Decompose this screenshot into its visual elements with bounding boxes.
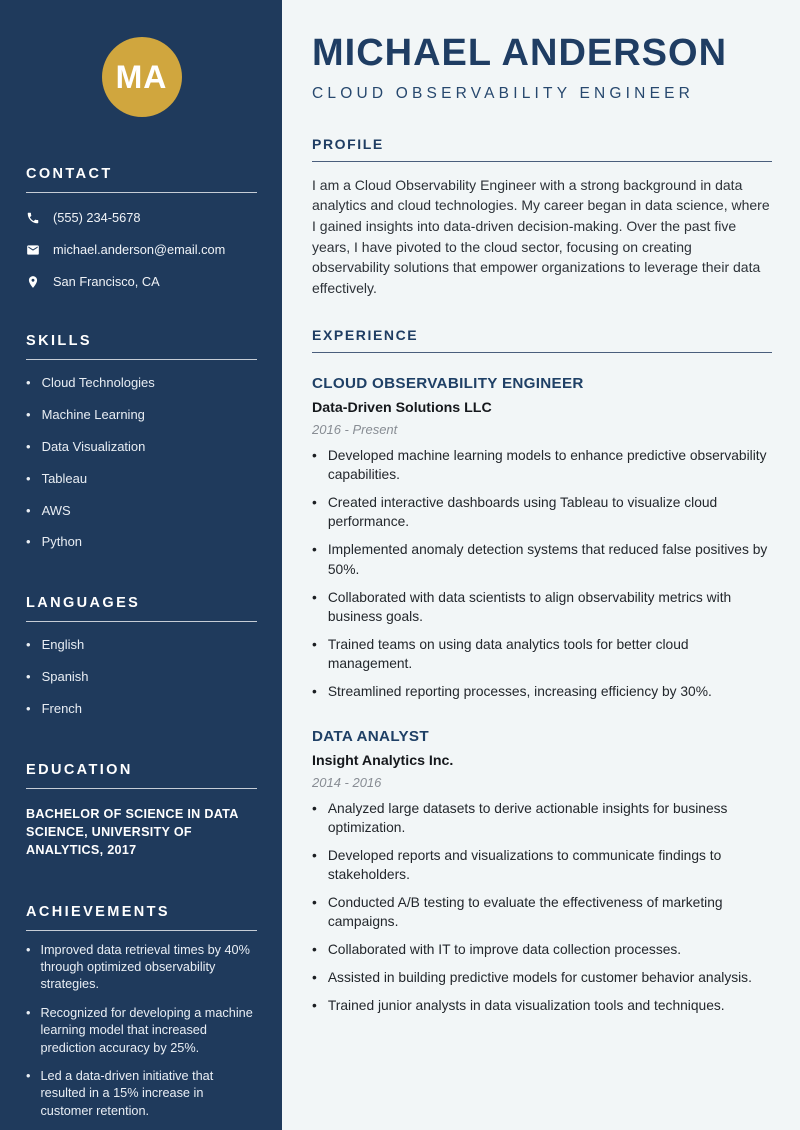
- job-bullet: [312, 635, 772, 673]
- bullet-icon: •: [26, 502, 31, 518]
- bullet-icon: •: [26, 406, 31, 422]
- language-label: English: [41, 637, 85, 653]
- skill-item: [26, 375, 257, 392]
- bullet-icon: •: [312, 495, 317, 511]
- phone-icon: [26, 211, 40, 225]
- candidate-title: CLOUD OBSERVABILITY ENGINEER: [312, 84, 695, 102]
- achievements-list: [26, 942, 257, 1121]
- job-dates: 2014 - 2016: [312, 774, 382, 790]
- languages-section: [26, 595, 257, 718]
- degree-text: BACHELOR OF SCIENCE IN DATA SCIENCE, UNIVERSITY OF ANALYTICS, 2017: [26, 807, 239, 857]
- avatar-initials: MA: [115, 58, 168, 95]
- bullet-icon: •: [26, 375, 31, 390]
- job-bullet-text: Analyzed large datasets to derive actionable insights for business optimization.: [327, 800, 728, 835]
- location-icon: [26, 275, 40, 289]
- skill-label: Machine Learning: [41, 406, 145, 422]
- job-title: DATA ANALYST: [312, 727, 429, 745]
- achievement-item: [26, 1068, 257, 1120]
- experience-heading: EXPERIENCE: [312, 327, 772, 353]
- skills-section: [26, 333, 257, 551]
- skill-item: [26, 534, 257, 551]
- bullet-icon: •: [312, 636, 317, 652]
- job-bullet-list: [312, 446, 772, 700]
- education-heading: EDUCATION: [26, 762, 257, 789]
- skills-list: [26, 375, 257, 551]
- achievement-item: [26, 942, 257, 994]
- achievement-text: Recognized for developing a machine learning model that increased prediction accuracy by 25%.: [40, 1005, 253, 1055]
- bullet-icon: •: [26, 942, 31, 957]
- job-bullet-text: Collaborated with data scientists to align observability metrics with business goals.: [327, 589, 732, 624]
- job-bullet: [312, 996, 772, 1015]
- skill-item: [26, 503, 257, 520]
- bullet-icon: •: [312, 997, 317, 1013]
- job-dates: 2016 - Present: [312, 422, 398, 438]
- achievements-section: [26, 904, 257, 1121]
- job-bullet-text: Developed machine learning models to enhance predictive observability capabilities.: [327, 448, 767, 483]
- phone-number: (555) 234-5678: [53, 210, 141, 225]
- language-item: [26, 669, 257, 686]
- language-label: Spanish: [41, 669, 89, 685]
- job-company: Data-Driven Solutions LLC: [312, 400, 492, 417]
- language-item: [26, 701, 257, 718]
- job-bullet: [312, 940, 772, 959]
- languages-list: [26, 637, 257, 718]
- bullet-icon: •: [26, 701, 31, 717]
- contact-email-row: [26, 242, 257, 257]
- email-icon: [26, 243, 40, 257]
- job-bullet: [312, 682, 772, 701]
- profile-text: I am a Cloud Observability Engineer with a strong background in data analytics and cloud technologies. My career began in data science, where I gained insights into data-driven decision-making. Over the past five years, I have pivoted to the cloud sector, focusing on creating observability solutions that empower organizations to leverage their data effectively.: [312, 176, 770, 296]
- job-title: CLOUD OBSERVABILITY ENGINEER: [312, 375, 584, 393]
- achievement-item: [26, 1005, 257, 1057]
- location-text: San Francisco, CA: [53, 274, 160, 289]
- job-bullet-text: Trained junior analysts in data visualization tools and techniques.: [327, 997, 725, 1013]
- job-bullet: [312, 540, 772, 578]
- job-bullet-text: Collaborated with IT to improve data collection processes.: [327, 941, 682, 957]
- job-bullet-text: Implemented anomaly detection systems that reduced false positives by 50%.: [327, 542, 768, 577]
- education-section: [26, 762, 257, 860]
- job-bullet-list: [312, 799, 772, 1015]
- bullet-icon: •: [312, 847, 317, 863]
- bullet-icon: •: [312, 683, 317, 699]
- candidate-name: MICHAEL ANDERSON: [312, 32, 728, 74]
- job-entry: [312, 375, 772, 700]
- skill-label: AWS: [41, 502, 71, 518]
- skill-label: Data Visualization: [41, 438, 146, 454]
- job-bullet: [312, 446, 772, 484]
- achievements-heading: ACHIEVEMENTS: [26, 904, 257, 931]
- avatar: [102, 37, 182, 117]
- contact-location-row: [26, 274, 257, 289]
- job-company: Insight Analytics Inc.: [312, 752, 454, 769]
- sidebar: [0, 0, 282, 1130]
- job-bullet-text: Streamlined reporting processes, increasing efficiency by 30%.: [327, 683, 712, 699]
- achievement-text: Led a data-driven initiative that resulted in a 15% increase in customer retention.: [40, 1068, 214, 1118]
- email-address: michael.anderson@email.com: [53, 242, 226, 257]
- skills-heading: SKILLS: [26, 333, 257, 360]
- job-bullet-text: Developed reports and visualizations to communicate findings to stakeholders.: [327, 847, 722, 882]
- bullet-icon: •: [26, 534, 31, 550]
- bullet-icon: •: [26, 470, 31, 486]
- bullet-icon: •: [26, 669, 31, 685]
- bullet-icon: •: [26, 438, 31, 454]
- bullet-icon: •: [26, 1005, 31, 1020]
- skill-label: Tableau: [41, 470, 88, 486]
- contact-phone-row: [26, 210, 257, 225]
- bullet-icon: •: [312, 448, 317, 464]
- language-item: [26, 637, 257, 654]
- main-content: [282, 0, 800, 1130]
- job-bullet: [312, 493, 772, 531]
- bullet-icon: •: [26, 1068, 31, 1083]
- job-bullet-text: Conducted A/B testing to evaluate the effectiveness of marketing campaigns.: [327, 894, 723, 929]
- bullet-icon: •: [312, 894, 317, 910]
- skill-item: [26, 471, 257, 488]
- achievement-text: Improved data retrieval times by 40% through optimized observability strategies.: [40, 942, 250, 992]
- job-bullet: [312, 799, 772, 837]
- job-bullet: [312, 893, 772, 931]
- profile-heading: PROFILE: [312, 136, 772, 162]
- job-bullet-text: Trained teams on using data analytics tools for better cloud management.: [327, 636, 689, 671]
- bullet-icon: •: [312, 589, 317, 605]
- bullet-icon: •: [312, 941, 317, 957]
- skill-item: [26, 439, 257, 456]
- contact-section: [26, 166, 257, 289]
- bullet-icon: •: [26, 637, 31, 653]
- bullet-icon: •: [312, 969, 317, 985]
- skill-label: Cloud Technologies: [41, 375, 155, 390]
- skill-item: [26, 407, 257, 424]
- job-entry: [312, 728, 772, 1015]
- languages-heading: LANGUAGES: [26, 595, 257, 622]
- job-bullet: [312, 846, 772, 884]
- bullet-icon: •: [312, 542, 317, 558]
- job-bullet: [312, 968, 772, 987]
- language-label: French: [41, 701, 83, 717]
- job-bullet: [312, 588, 772, 626]
- contact-heading: CONTACT: [26, 166, 257, 193]
- bullet-icon: •: [312, 800, 317, 816]
- job-bullet-text: Created interactive dashboards using Tableau to visualize cloud performance.: [327, 495, 718, 530]
- skill-label: Python: [41, 534, 83, 550]
- job-bullet-text: Assisted in building predictive models for customer behavior analysis.: [327, 969, 752, 985]
